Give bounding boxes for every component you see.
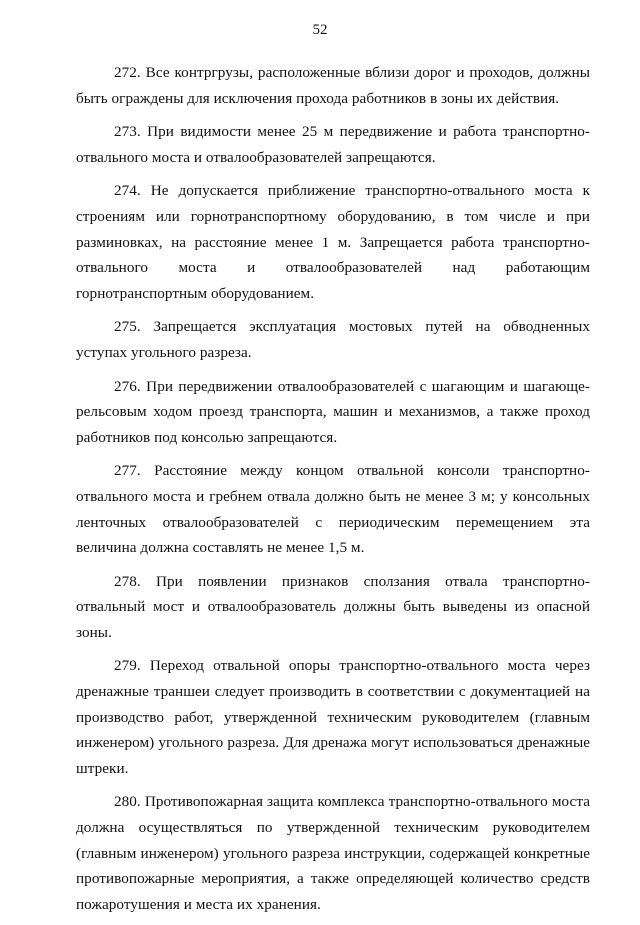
paragraph-275: 275. Запрещается эксплуатация мостовых путей на обводненных уступах угольного разреза.	[76, 318, 590, 361]
paragraph-277: 277. Расстояние между концом отвальной консоли транспортно-отвального моста и гребнем отвала должно быть не менее 3 м; у консольных ленточных отвалообразователей с периодическим перемещением эта величина должна составлять не менее 1,5 м.	[76, 462, 590, 557]
paragraph-273: 273. При видимости менее 25 м передвижение и работа транспортно-отвального моста и отвалообразователей запрещаются.	[76, 123, 590, 166]
paragraph-279: 279. Переход отвальной опоры транспортно-отвального моста через дренажные траншеи следует производить в соответствии с документацией на производство работ, утвержденной техническим руководителем (главным инженером) угольного разреза. Для дренажа могут использоваться дренажные штреки.	[76, 657, 590, 777]
document-body	[76, 60, 590, 925]
paragraph-278: 278. При появлении признаков сползания отвала транспортно-отвальный мост и отвалообразователь должны быть выведены из опасной зоны.	[76, 572, 590, 641]
paragraph-272: 272. Все контргрузы, расположенные вблизи дорог и проходов, должны быть ограждены для исключения прохода работников в зоны их действия.	[76, 64, 590, 107]
paragraph-274: 274. Не допускается приближение транспортно-отвального моста к строениям или горнотранспортному оборудованию, в том числе и при разминовках, на расстояние менее 1 м. Запрещается работа транспортно-отвального моста и отвалообразователей над работающим горнотранспортным оборудованием.	[76, 182, 590, 302]
paragraph-280: 280. Противопожарная защита комплекса транспортно-отвального моста должна осуществляться по утвержденной техническим руководителем (главным инженером) угольного разреза инструкции, содержащей конкретные противопожарные мероприятия, а также определяющей количество средств пожаротушения и места их хранения.	[76, 793, 590, 913]
page-number: 52	[312, 22, 328, 38]
paragraph-276: 276. При передвижении отвалообразователей с шагающим и шагающе-рельсовым ходом проезд транспорта, машин и механизмов, а также проход работников под консолью запрещаются.	[76, 377, 590, 446]
